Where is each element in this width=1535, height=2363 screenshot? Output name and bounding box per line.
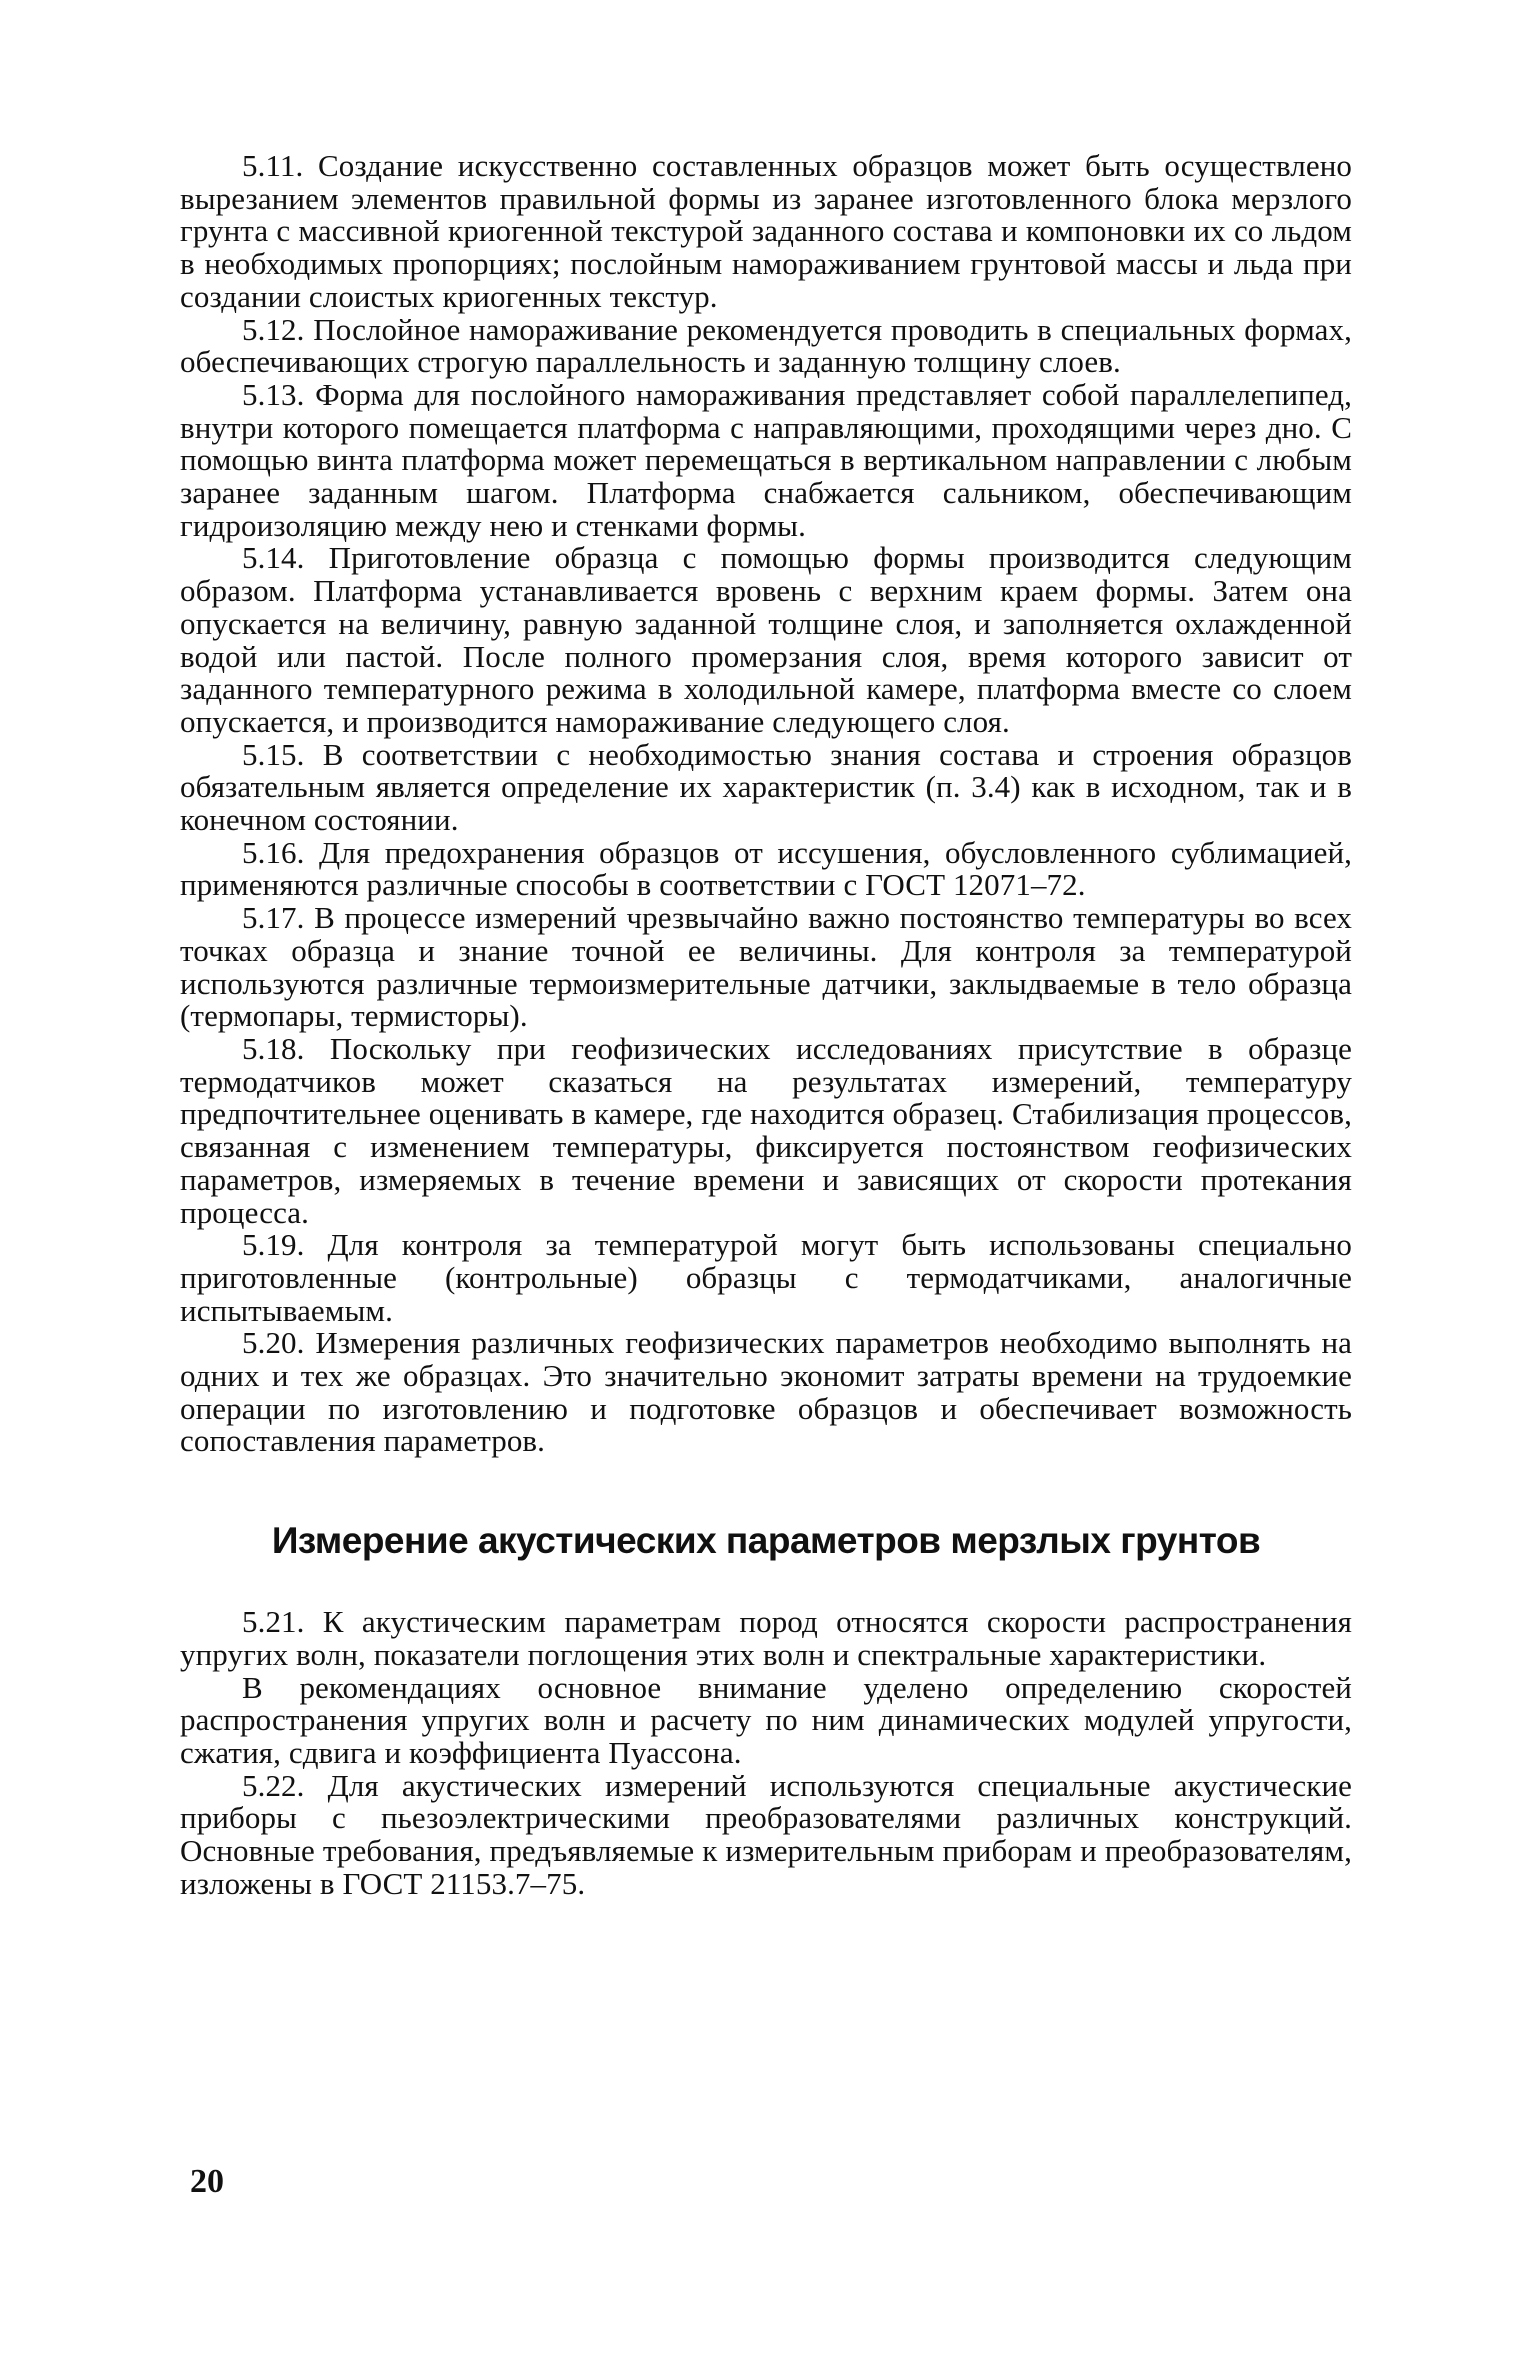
paragraph-5-15: 5.15. В соответствии с необходимостью знания состава и строения образцов обязательным является определение их характеристик (п. 3.4) как в исходном, так и в конечном состоянии. <box>180 736 1352 838</box>
document-page <box>180 150 1352 1900</box>
paragraph-5-12: 5.12. Послойное намораживание рекомендуется проводить в специальных формах, обеспечивающих строгую параллельность и заданную толщину слоев. <box>180 311 1352 380</box>
paragraph-recommendations: В рекомендациях основное внимание уделено определению скоростей распространения упругих волн и расчету по ним динамических модулей упругости, сжатия, сдвига и коэффициента Пуассона. <box>180 1669 1352 1770</box>
section-heading: Измерение акустических параметров мерзлых грунтов <box>271 1520 1261 1562</box>
paragraph-5-11: 5.11. Создание искусственно составленных образцов может быть осуществлено вырезанием элементов правильной формы из заранее изготовленного блока мерзлого грунта с массивной криогенной текстурой заданного состава и компоновки их со льдом в необходимых пропорциях; послойным намораживанием грунтовой массы и льда при создании слоистых криогенных текстур. <box>180 148 1352 314</box>
page-number: 20 <box>190 2163 224 2200</box>
paragraph-5-20: 5.20. Измерения различных геофизических параметров необходимо выполнять на одних и тех же образцах. Это значительно экономит затраты времени на трудоемкие операции по изготовлению и подготовке образцов и обеспечивает возможность сопоставления параметров. <box>180 1325 1352 1459</box>
paragraph-5-14: 5.14. Приготовление образца с помощью формы производится следующим образом. Платформа устанавливается вровень с верхним краем формы. Затем она опускается на величину, равную заданной толщине слоя, и заполняется охлажденной водой или пастой. После полного промерзания слоя, время которого зависит от заданного температурного режима в холодильной камере, платформа вместе со слоем опускается, и производится намораживание следующего слоя. <box>180 540 1352 739</box>
text-block-bottom <box>180 1606 1352 1900</box>
paragraph-5-22: 5.22. Для акустических измерений используются специальные акустические приборы с пьезоэлектрическими преобразователями различных конструкций. Основные требования, предъявляемые к измерительным приборам и преобразователям, изложены в ГОСТ 21153.7–75. <box>180 1767 1352 1901</box>
paragraph-5-19: 5.19. Для контроля за температурой могут быть использованы специально приготовленные (контрольные) образцы с термодатчиками, аналогичные испытываемым. <box>180 1227 1352 1328</box>
paragraph-5-13: 5.13. Форма для послойного намораживания представляет собой параллелепипед, внутри которого помещается платформа с направляющими, проходящими через дно. С помощью винта платформа может перемещаться в вертикальном направлении с любым заранее заданным шагом. Платформа снабжается сальником, обеспечивающим гидроизоляцию между нею и стенками формы. <box>180 376 1352 543</box>
text-block-top <box>180 150 1352 1458</box>
paragraph-5-18: 5.18. Поскольку при геофизических исследованиях присутствие в образце термодатчиков может сказаться на результатах измерений, температуру предпочтительнее оценивать в камере, где находится образец. Стабилизация процессов, связанная с изменением температуры, фиксируется постоянством геофизических параметров, измеряемых в течение времени и зависящих от скорости протекания процесса. <box>180 1030 1352 1230</box>
paragraph-5-21: 5.21. К акустическим параметрам пород относятся скорости распространения упругих волн, показатели поглощения этих волн и спектральные характеристики. <box>180 1604 1352 1672</box>
paragraph-5-17: 5.17. В процессе измерений чрезвычайно важно постоянство температуры во всех точках образца и знание точной ее величины. Для контроля за температурой используются различные термоизмерительные датчики, заклыдваемые в тело образца (термопары, термисторы). <box>180 900 1352 1034</box>
paragraph-5-16: 5.16. Для предохранения образцов от иссушения, обусловленного сублимацией, применяются различные способы в соответствии с ГОСТ 12071–72. <box>180 834 1352 903</box>
